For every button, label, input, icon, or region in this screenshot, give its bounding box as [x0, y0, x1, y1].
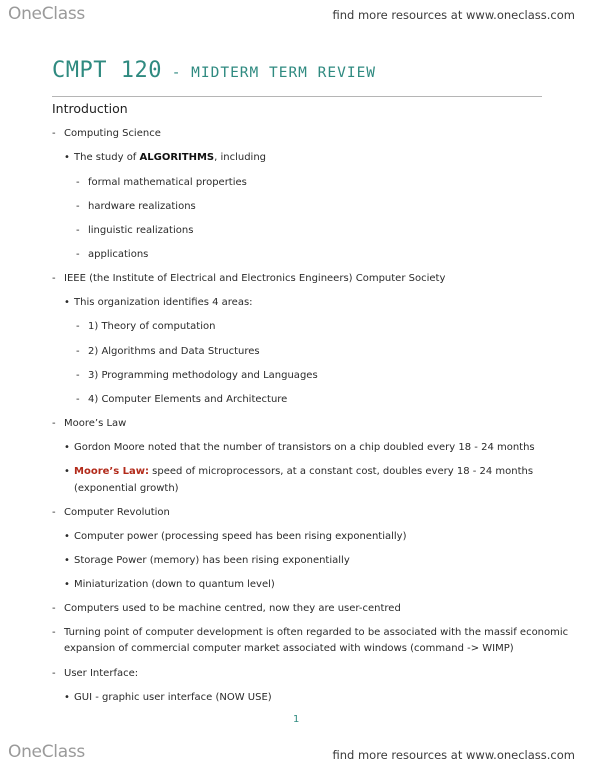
- list-item: • GUI - graphic user interface (NOW USE): [64, 692, 272, 703]
- list-item: - linguistic realizations: [76, 225, 194, 236]
- dash-icon: -: [52, 668, 56, 679]
- list-item-continuation: expansion of commercial computer market associated with windows (command -> WIMP): [64, 643, 514, 654]
- list-item: • Storage Power (memory) has been rising exponentially: [64, 555, 350, 566]
- dash-icon: -: [52, 418, 56, 429]
- list-item: • Moore’s Law: speed of microprocessors, at a constant cost, doubles every 18 - 24 months: [64, 466, 534, 477]
- list-item: - 3) Programming methodology and Languages: [76, 370, 318, 381]
- list-item: - 1) Theory of computation: [76, 321, 216, 332]
- list-item: - formal mathematical properties: [76, 177, 247, 188]
- list-item: - Computer Revolution: [52, 507, 170, 518]
- list-item: - Computing Science: [52, 128, 161, 139]
- list-item: • This organization identifies 4 areas:: [64, 297, 253, 308]
- bullet-icon: •: [64, 555, 70, 566]
- bullet-icon: •: [64, 152, 70, 163]
- bullet-icon: •: [64, 466, 70, 477]
- list-item: - hardware realizations: [76, 201, 196, 212]
- list-item: - User Interface:: [52, 668, 139, 679]
- dash-icon: -: [76, 394, 80, 405]
- dash-icon: -: [76, 370, 80, 381]
- bullet-icon: •: [64, 692, 70, 703]
- title-rule: [52, 96, 542, 97]
- dash-icon: -: [76, 249, 80, 260]
- bullet-icon: •: [64, 297, 70, 308]
- bullet-icon: •: [64, 442, 70, 453]
- oneclass-logo: OneClass: [8, 4, 85, 24]
- list-item: - Moore’s Law: [52, 418, 127, 429]
- title-sub: - MIDTERM TERM REVIEW: [161, 65, 377, 81]
- footer-tagline: find more resources at www.oneclass.com: [332, 748, 575, 762]
- list-item: - Turning point of computer development is often regarded to be associated with the massif economic: [52, 627, 569, 638]
- header-tagline: find more resources at www.oneclass.com: [332, 8, 575, 22]
- dash-icon: -: [76, 177, 80, 188]
- list-item: - 4) Computer Elements and Architecture: [76, 394, 288, 405]
- dash-icon: -: [76, 346, 80, 357]
- list-item: • Computer power (processing speed has been rising exponentially): [64, 531, 407, 542]
- oneclass-logo: OneClass: [8, 742, 85, 762]
- list-item: - IEEE (the Institute of Electrical and Electronics Engineers) Computer Society: [52, 273, 446, 284]
- dash-icon: -: [52, 128, 56, 139]
- list-item-continuation: (exponential growth): [74, 483, 179, 494]
- list-item: - applications: [76, 249, 149, 260]
- dash-icon: -: [76, 321, 80, 332]
- dash-icon: -: [76, 225, 80, 236]
- page-number: 1: [293, 714, 300, 725]
- dash-icon: -: [52, 603, 56, 614]
- list-item: • Gordon Moore noted that the number of transistors on a chip doubled every 18 - 24 months: [64, 442, 535, 453]
- list-item: • The study of ALGORITHMS, including: [64, 152, 267, 163]
- title-main: CMPT 120: [52, 58, 162, 83]
- section-heading: Introduction: [52, 101, 128, 116]
- dash-icon: -: [52, 627, 56, 638]
- list-item: • Miniaturization (down to quantum level): [64, 579, 275, 590]
- list-item: - Computers used to be machine centred, now they are user-centred: [52, 603, 401, 614]
- bullet-icon: •: [64, 579, 70, 590]
- dash-icon: -: [76, 201, 80, 212]
- dash-icon: -: [52, 273, 56, 284]
- dash-icon: -: [52, 507, 56, 518]
- page-title: [52, 58, 376, 83]
- bullet-icon: •: [64, 531, 70, 542]
- list-item: - 2) Algorithms and Data Structures: [76, 346, 260, 357]
